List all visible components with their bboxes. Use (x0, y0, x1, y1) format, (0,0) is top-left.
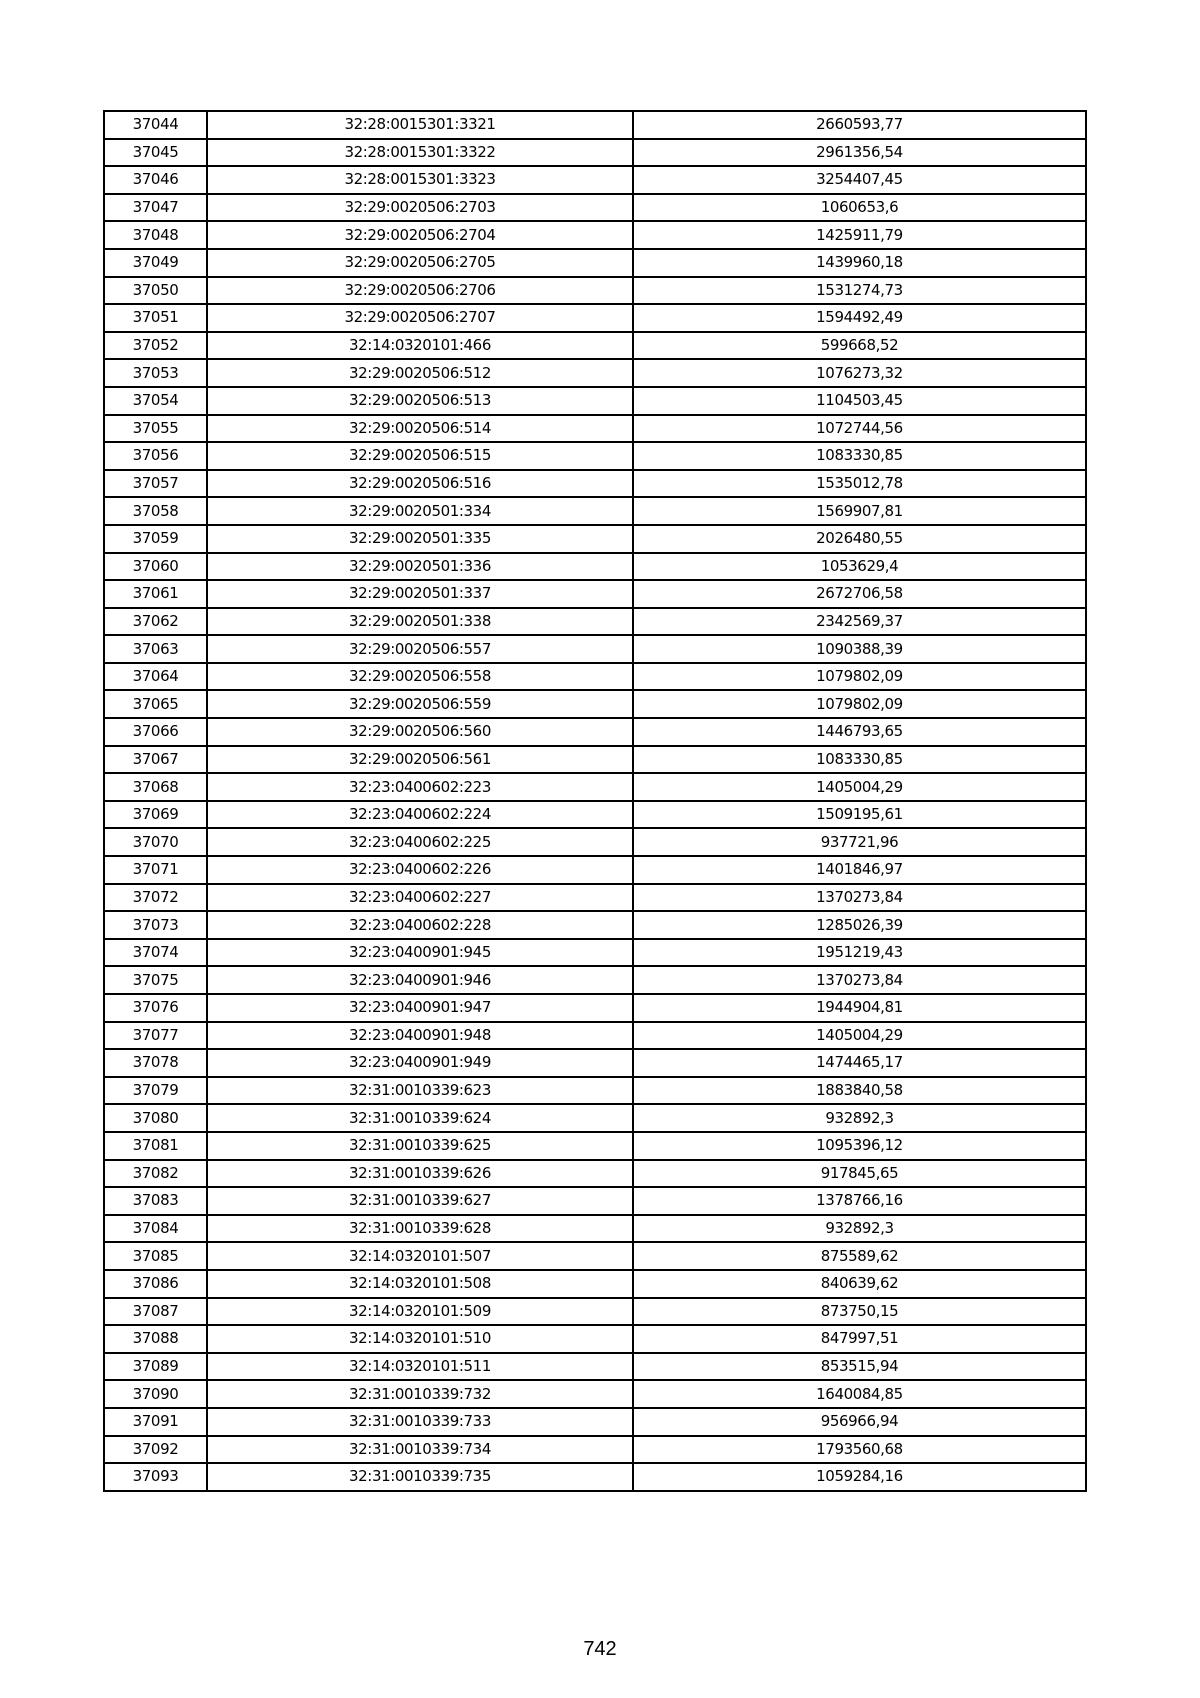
row-number-cell: 37049 (104, 249, 207, 277)
cadastral-value-cell: 1425911,79 (633, 221, 1086, 249)
cadastral-number-cell: 32:29:0020506:2705 (207, 249, 633, 277)
cadastral-number-cell: 32:31:0010339:733 (207, 1408, 633, 1436)
cadastral-number-cell: 32:31:0010339:623 (207, 1077, 633, 1105)
cadastral-value-cell: 1535012,78 (633, 470, 1086, 498)
table-row (104, 1325, 1086, 1353)
table-row (104, 663, 1086, 691)
table-row (104, 470, 1086, 498)
cadastral-number-cell: 32:23:0400602:227 (207, 884, 633, 912)
table-row (104, 1104, 1086, 1132)
row-number-cell: 37086 (104, 1270, 207, 1298)
row-number-cell: 37066 (104, 718, 207, 746)
table-row (104, 801, 1086, 829)
table-row (104, 1380, 1086, 1408)
row-number-cell: 37050 (104, 277, 207, 305)
cadastral-number-cell: 32:29:0020506:513 (207, 387, 633, 415)
table-row (104, 304, 1086, 332)
cadastral-number-cell: 32:29:0020501:336 (207, 553, 633, 581)
cadastral-value-cell: 1640084,85 (633, 1380, 1086, 1408)
cadastral-number-cell: 32:29:0020506:561 (207, 746, 633, 774)
row-number-cell: 37046 (104, 166, 207, 194)
row-number-cell: 37061 (104, 580, 207, 608)
table-row (104, 111, 1086, 139)
table-row (104, 1022, 1086, 1050)
cadastral-number-cell: 32:29:0020506:515 (207, 442, 633, 470)
cadastral-value-cell: 2672706,58 (633, 580, 1086, 608)
cadastral-value-cell: 937721,96 (633, 828, 1086, 856)
cadastral-number-cell: 32:23:0400602:228 (207, 911, 633, 939)
cadastral-number-cell: 32:23:0400602:226 (207, 856, 633, 884)
table-row (104, 608, 1086, 636)
cadastral-value-cell: 1083330,85 (633, 442, 1086, 470)
table-row (104, 194, 1086, 222)
row-number-cell: 37071 (104, 856, 207, 884)
row-number-cell: 37083 (104, 1187, 207, 1215)
cadastral-value-cell: 1072744,56 (633, 415, 1086, 443)
cadastral-number-cell: 32:14:0320101:509 (207, 1298, 633, 1326)
row-number-cell: 37047 (104, 194, 207, 222)
page-number: 742 (583, 1638, 617, 1660)
cadastral-number-cell: 32:23:0400901:947 (207, 994, 633, 1022)
cadastral-number-cell: 32:14:0320101:510 (207, 1325, 633, 1353)
cadastral-value-cell: 1439960,18 (633, 249, 1086, 277)
table-row (104, 525, 1086, 553)
cadastral-value-cell: 1405004,29 (633, 773, 1086, 801)
cadastral-number-cell: 32:29:0020506:560 (207, 718, 633, 746)
row-number-cell: 37060 (104, 553, 207, 581)
cadastral-number-cell: 32:31:0010339:626 (207, 1160, 633, 1188)
cadastral-value-cell: 1083330,85 (633, 746, 1086, 774)
cadastral-value-cell: 875589,62 (633, 1242, 1086, 1270)
cadastral-value-cell: 1594492,49 (633, 304, 1086, 332)
row-number-cell: 37057 (104, 470, 207, 498)
row-number-cell: 37048 (104, 221, 207, 249)
row-number-cell: 37091 (104, 1408, 207, 1436)
cadastral-value-cell: 2026480,55 (633, 525, 1086, 553)
table-row (104, 249, 1086, 277)
cadastral-value-cell: 956966,94 (633, 1408, 1086, 1436)
row-number-cell: 37054 (104, 387, 207, 415)
row-number-cell: 37084 (104, 1215, 207, 1243)
row-number-cell: 37062 (104, 608, 207, 636)
table-row (104, 1270, 1086, 1298)
table-row (104, 1187, 1086, 1215)
row-number-cell: 37079 (104, 1077, 207, 1105)
cadastral-value-cell: 1509195,61 (633, 801, 1086, 829)
cadastral-value-cell: 840639,62 (633, 1270, 1086, 1298)
cadastral-value-cell: 932892,3 (633, 1104, 1086, 1132)
table-row (104, 1049, 1086, 1077)
row-number-cell: 37069 (104, 801, 207, 829)
row-number-cell: 37087 (104, 1298, 207, 1326)
table-row (104, 994, 1086, 1022)
table-row (104, 911, 1086, 939)
row-number-cell: 37090 (104, 1380, 207, 1408)
cadastral-number-cell: 32:29:0020501:337 (207, 580, 633, 608)
cadastral-number-cell: 32:29:0020501:338 (207, 608, 633, 636)
cadastral-number-cell: 32:29:0020506:557 (207, 635, 633, 663)
row-number-cell: 37082 (104, 1160, 207, 1188)
cadastral-value-cell: 599668,52 (633, 332, 1086, 360)
row-number-cell: 37075 (104, 966, 207, 994)
row-number-cell: 37059 (104, 525, 207, 553)
cadastral-number-cell: 32:29:0020506:516 (207, 470, 633, 498)
cadastral-value-cell: 1474465,17 (633, 1049, 1086, 1077)
cadastral-number-cell: 32:23:0400602:224 (207, 801, 633, 829)
cadastral-value-cell: 1053629,4 (633, 553, 1086, 581)
row-number-cell: 37076 (104, 994, 207, 1022)
row-number-cell: 37072 (104, 884, 207, 912)
cadastral-number-cell: 32:29:0020506:2703 (207, 194, 633, 222)
row-number-cell: 37045 (104, 139, 207, 167)
cadastral-value-cell: 853515,94 (633, 1353, 1086, 1381)
table-row (104, 553, 1086, 581)
cadastral-number-cell: 32:31:0010339:735 (207, 1463, 633, 1491)
cadastral-number-cell: 32:14:0320101:466 (207, 332, 633, 360)
cadastral-value-cell: 1095396,12 (633, 1132, 1086, 1160)
cadastral-number-cell: 32:31:0010339:732 (207, 1380, 633, 1408)
cadastral-number-cell: 32:31:0010339:734 (207, 1436, 633, 1464)
table-row (104, 1463, 1086, 1491)
table-row (104, 746, 1086, 774)
row-number-cell: 37063 (104, 635, 207, 663)
cadastral-number-cell: 32:23:0400901:949 (207, 1049, 633, 1077)
cadastral-value-cell: 1405004,29 (633, 1022, 1086, 1050)
cadastral-value-cell: 1090388,39 (633, 635, 1086, 663)
table-row (104, 939, 1086, 967)
cadastral-number-cell: 32:31:0010339:628 (207, 1215, 633, 1243)
cadastral-value-cell: 1076273,32 (633, 359, 1086, 387)
row-number-cell: 37053 (104, 359, 207, 387)
cadastral-number-cell: 32:23:0400901:945 (207, 939, 633, 967)
cadastral-number-cell: 32:29:0020506:514 (207, 415, 633, 443)
table-row (104, 690, 1086, 718)
table-row (104, 580, 1086, 608)
cadastral-value-cell: 873750,15 (633, 1298, 1086, 1326)
cadastral-number-cell: 32:28:0015301:3322 (207, 139, 633, 167)
cadastral-value-cell: 1951219,43 (633, 939, 1086, 967)
table-row (104, 773, 1086, 801)
cadastral-value-cell: 1793560,68 (633, 1436, 1086, 1464)
row-number-cell: 37064 (104, 663, 207, 691)
row-number-cell: 37070 (104, 828, 207, 856)
cadastral-number-cell: 32:29:0020501:334 (207, 497, 633, 525)
cadastral-number-cell: 32:29:0020506:2707 (207, 304, 633, 332)
cadastral-number-cell: 32:28:0015301:3323 (207, 166, 633, 194)
table-row (104, 1436, 1086, 1464)
row-number-cell: 37044 (104, 111, 207, 139)
table-row (104, 966, 1086, 994)
table-row (104, 635, 1086, 663)
table-row (104, 415, 1086, 443)
cadastral-number-cell: 32:23:0400602:223 (207, 773, 633, 801)
cadastral-value-table (103, 110, 1087, 1492)
table-row (104, 828, 1086, 856)
cadastral-number-cell: 32:29:0020506:2706 (207, 277, 633, 305)
row-number-cell: 37093 (104, 1463, 207, 1491)
table-row (104, 718, 1086, 746)
cadastral-number-cell: 32:29:0020506:559 (207, 690, 633, 718)
cadastral-number-cell: 32:23:0400901:946 (207, 966, 633, 994)
table-row (104, 1353, 1086, 1381)
cadastral-value-cell: 1883840,58 (633, 1077, 1086, 1105)
row-number-cell: 37089 (104, 1353, 207, 1381)
cadastral-value-cell: 2342569,37 (633, 608, 1086, 636)
cadastral-number-cell: 32:23:0400901:948 (207, 1022, 633, 1050)
row-number-cell: 37088 (104, 1325, 207, 1353)
row-number-cell: 37055 (104, 415, 207, 443)
table-row (104, 359, 1086, 387)
cadastral-value-cell: 1104503,45 (633, 387, 1086, 415)
cadastral-number-cell: 32:23:0400602:225 (207, 828, 633, 856)
row-number-cell: 37051 (104, 304, 207, 332)
row-number-cell: 37085 (104, 1242, 207, 1270)
cadastral-value-cell: 2961356,54 (633, 139, 1086, 167)
table-row (104, 442, 1086, 470)
cadastral-value-cell: 1370273,84 (633, 966, 1086, 994)
cadastral-value-cell: 1531274,73 (633, 277, 1086, 305)
table-row (104, 1242, 1086, 1270)
cadastral-number-cell: 32:14:0320101:507 (207, 1242, 633, 1270)
table-row (104, 1408, 1086, 1436)
table-row (104, 1132, 1086, 1160)
cadastral-value-cell: 1446793,65 (633, 718, 1086, 746)
cadastral-number-cell: 32:14:0320101:511 (207, 1353, 633, 1381)
row-number-cell: 37092 (104, 1436, 207, 1464)
row-number-cell: 37065 (104, 690, 207, 718)
table-row (104, 139, 1086, 167)
cadastral-value-cell: 3254407,45 (633, 166, 1086, 194)
row-number-cell: 37074 (104, 939, 207, 967)
table-row (104, 856, 1086, 884)
cadastral-value-cell: 1569907,81 (633, 497, 1086, 525)
row-number-cell: 37058 (104, 497, 207, 525)
cadastral-number-cell: 32:28:0015301:3321 (207, 111, 633, 139)
cadastral-number-cell: 32:14:0320101:508 (207, 1270, 633, 1298)
row-number-cell: 37080 (104, 1104, 207, 1132)
cadastral-value-cell: 1079802,09 (633, 663, 1086, 691)
row-number-cell: 37068 (104, 773, 207, 801)
table-row (104, 1298, 1086, 1326)
table-row (104, 1077, 1086, 1105)
cadastral-value-cell: 1401846,97 (633, 856, 1086, 884)
cadastral-value-cell: 1285026,39 (633, 911, 1086, 939)
cadastral-value-cell: 1060653,6 (633, 194, 1086, 222)
cadastral-value-cell: 1059284,16 (633, 1463, 1086, 1491)
cadastral-number-cell: 32:31:0010339:625 (207, 1132, 633, 1160)
cadastral-value-cell: 1079802,09 (633, 690, 1086, 718)
cadastral-number-cell: 32:29:0020506:2704 (207, 221, 633, 249)
row-number-cell: 37078 (104, 1049, 207, 1077)
table-row (104, 277, 1086, 305)
row-number-cell: 37081 (104, 1132, 207, 1160)
cadastral-value-cell: 1944904,81 (633, 994, 1086, 1022)
cadastral-number-cell: 32:31:0010339:627 (207, 1187, 633, 1215)
table-row (104, 166, 1086, 194)
cadastral-table-container (103, 110, 1085, 1492)
table-row (104, 1160, 1086, 1188)
table-row (104, 221, 1086, 249)
table-row (104, 497, 1086, 525)
table-row (104, 884, 1086, 912)
cadastral-number-cell: 32:29:0020506:512 (207, 359, 633, 387)
table-row (104, 1215, 1086, 1243)
row-number-cell: 37067 (104, 746, 207, 774)
table-row (104, 387, 1086, 415)
cadastral-value-cell: 847997,51 (633, 1325, 1086, 1353)
cadastral-number-cell: 32:29:0020501:335 (207, 525, 633, 553)
cadastral-number-cell: 32:31:0010339:624 (207, 1104, 633, 1132)
row-number-cell: 37073 (104, 911, 207, 939)
cadastral-value-cell: 1370273,84 (633, 884, 1086, 912)
row-number-cell: 37077 (104, 1022, 207, 1050)
cadastral-number-cell: 32:29:0020506:558 (207, 663, 633, 691)
cadastral-value-cell: 1378766,16 (633, 1187, 1086, 1215)
cadastral-value-cell: 2660593,77 (633, 111, 1086, 139)
row-number-cell: 37052 (104, 332, 207, 360)
cadastral-value-cell: 932892,3 (633, 1215, 1086, 1243)
row-number-cell: 37056 (104, 442, 207, 470)
cadastral-value-cell: 917845,65 (633, 1160, 1086, 1188)
table-row (104, 332, 1086, 360)
table-body (104, 111, 1086, 1491)
